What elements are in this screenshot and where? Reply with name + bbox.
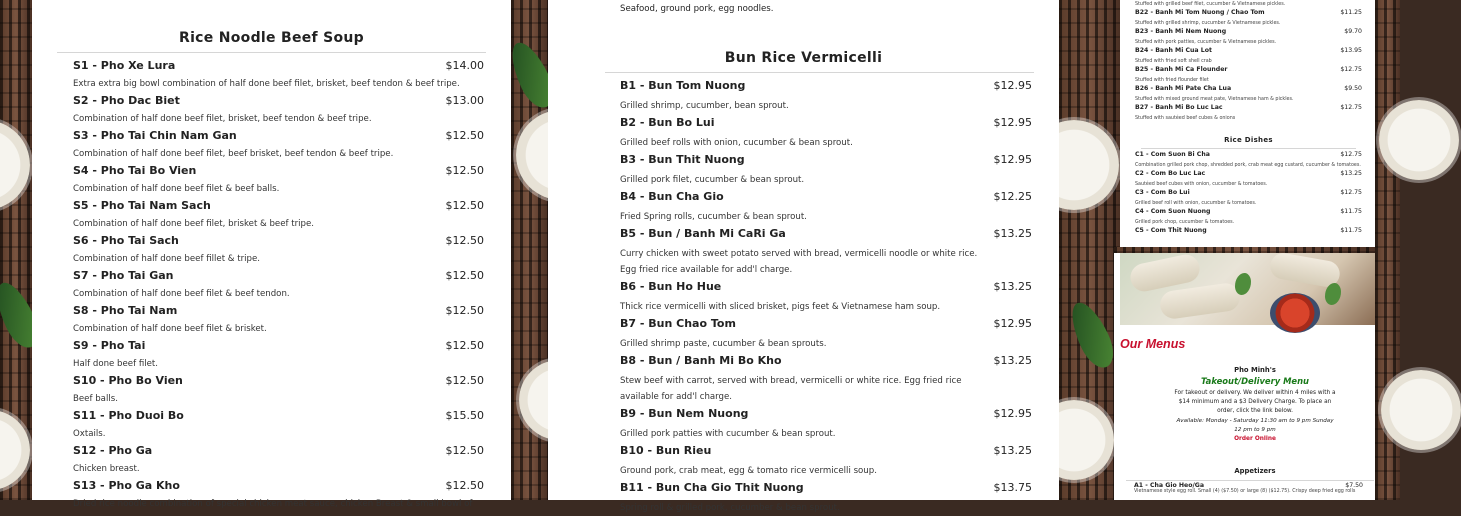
section-title: Bun Rice Vermicelli [724,50,883,66]
menu-item [1135,189,1362,208]
menu-panel-bun [548,0,1059,513]
plate-image [0,120,30,210]
item-price: $13.75 [993,481,1032,494]
menu-item [1135,170,1362,189]
menu-item [1135,227,1362,237]
item-price: $12.50 [445,164,484,177]
menu-list [1120,0,1375,237]
item-description: Combination of half done beef filet & brisket. [73,324,267,334]
item-price: $12.95 [993,79,1032,92]
item-price: $12.50 [445,374,484,387]
item-description: Combination of half done beef filet, brisket & beef tripe. [73,219,315,229]
leaf-image [1064,297,1121,373]
item-price: $12.50 [445,444,484,457]
menu-item [1135,208,1362,227]
menu-item [620,442,1032,479]
item-name: C2 - Com Bo Luc Lac [1135,170,1206,177]
item-name: B5 - Bun / Banh Mi CaRi Ga [620,227,786,240]
item-price: $13.25 [1340,170,1362,177]
item-price: $13.00 [445,94,484,107]
menu-item [73,162,484,197]
item-description: Combination of half done beef filet & beef tendon. [73,289,290,299]
item-description: Combination of half done beef filet & beef balls. [73,184,280,194]
menu-item [620,315,1032,352]
item-description: Grilled pork patties with cucumber & bean sprout. [620,429,836,439]
item-description: Stuffed with pork patties, cucumber & Vietnamese pickles. [1135,40,1277,45]
takeout-menu-title[interactable]: Takeout/Delivery Menu [1200,376,1310,386]
item-name: S12 - Pho Ga [73,444,153,457]
item-price: $11.75 [1340,208,1362,215]
item-price: $12.95 [993,317,1032,330]
item-description: Oxtails. [73,429,106,439]
item-name: B8 - Bun / Banh Mi Bo Kho [620,354,782,367]
menu-item [620,225,1032,278]
item-description: Ground pork, crab meat, egg & tomato rice vermicelli soup. [620,466,877,476]
item-description: Stuffed with grilled shrimp, cucumber & Vietnamese pickles. [1135,21,1281,26]
item-name: B27 - Banh Mi Bo Luc Lac [1135,104,1223,111]
item-name: B10 - Bun Rieu [620,444,712,457]
menu-item [73,92,484,127]
item-description: Grilled shrimp, cucumber, bean sprout. [620,101,789,111]
item-price: $12.50 [445,479,484,492]
item-description: Half done beef filet. [73,359,159,369]
item-price: $9.70 [1344,28,1362,35]
menu-item [1135,9,1362,28]
menu-item [73,267,484,302]
item-name: S1 - Pho Xe Lura [73,59,176,72]
availability-line: Available: Monday - Saturday 11:30 am to 9 pm Sunday [1176,418,1334,424]
item-price: $12.50 [445,269,484,282]
item-description: Stuffed with fried soft shell crab [1135,59,1212,64]
section-title: Rice Noodle Beef Soup [178,30,364,46]
item-price: $12.95 [993,116,1032,129]
item-price: $12.50 [445,234,484,247]
divider [1141,148,1356,149]
item-description: Stew beef with carrot, served with bread, vermicelli or white rice. Egg fried rice available for add'l charge. [620,376,962,402]
item-description: Curry chicken with sweet potato served with bread, vermicelli noodle or white rice. Egg fried rice available for add'l charge. [620,249,978,275]
menu-list [548,73,1059,516]
item-price: $15.50 [445,409,484,422]
item-description: Beef balls. [73,394,118,404]
item-name: B23 - Banh Mi Nem Nuong [1135,28,1227,35]
menu-item [73,442,484,477]
item-name: S11 - Pho Duoi Bo [73,409,184,422]
background-right [1375,0,1400,500]
item-price: $12.95 [993,153,1032,166]
background-middle-2 [1059,0,1120,500]
plate-image [0,410,30,490]
menu-panel-banh-mi [1120,0,1375,247]
menu-item [620,278,1032,315]
item-price: $13.25 [993,354,1032,367]
item-price: $11.25 [1340,9,1362,16]
item-price: $12.50 [445,339,484,352]
spring-roll-image [1158,282,1241,321]
menu-item [620,405,1032,442]
item-description: Grilled pork filet, cucumber & bean sprout. [620,175,805,185]
item-description: Combination of half done beef filet, brisket, beef tendon & beef tripe. [73,114,372,124]
item-name: B25 - Banh Mi Ca Flounder [1135,66,1228,73]
menu-item [620,114,1032,151]
section-title: Rice Dishes [1224,136,1273,144]
menu-item [73,372,484,407]
item-description: Dried rice noodle combination of special chicken meat sauce, chicken Breast & small bowl of [73,499,473,509]
menu-item [73,407,484,442]
item-description: Grilled pork chop, cucumber & tomatoes. [1135,220,1235,225]
menu-item [620,188,1032,225]
item-price: $12.50 [445,304,484,317]
item-price: $12.75 [1340,151,1362,158]
item-price: $13.25 [993,227,1032,240]
menu-item [1135,104,1362,123]
order-online-link[interactable]: Order Online [1234,436,1276,442]
item-name: B26 - Banh Mi Pate Cha Lua [1135,85,1232,92]
menu-item [73,127,484,162]
item-description: Combination grilled pork chop, shredded pork, crab meat egg custard, cucumber & tomatoes. [1135,163,1361,168]
menu-item [73,477,484,512]
restaurant-name: Pho Minh's [1234,366,1276,374]
item-name: S7 - Pho Tai Gan [73,269,174,282]
item-price: $12.50 [445,129,484,142]
item-name: B22 - Banh Mi Tom Nuong / Chao Tom [1135,9,1265,16]
item-name: B9 - Bun Nem Nuong [620,407,749,420]
item-description: Grilled beef roll with onion, cucumber & tomatoes. [1135,201,1257,206]
menu-list [32,53,511,512]
menu-item [1135,151,1362,170]
section-title: Appetizers [1234,467,1276,475]
item-name: S5 - Pho Tai Nam Sach [73,199,211,212]
herb-image [1325,283,1341,305]
item-price: $13.95 [1340,47,1362,54]
item-description: Thick rice vermicelli with sliced brisket, pigs feet & Vietnamese ham soup. [620,302,941,312]
item-description: Spring roll & grilled pork, cucumber & bean sprout. [620,503,840,513]
menu-item [73,302,484,337]
item-price: $13.25 [993,444,1032,457]
menu-item [620,352,1032,405]
item-name: S2 - Pho Dac Biet [73,94,180,107]
menu-item [73,337,484,372]
item-description: Fried Spring rolls, cucumber & bean sprout. [620,212,807,222]
item-description: Combination of half done beef filet, beef brisket, beef tendon & beef tripe. [73,149,394,159]
item-name: S4 - Pho Tai Bo Vien [73,164,197,177]
menu-item [620,151,1032,188]
item-name: S9 - Pho Tai [73,339,146,352]
item-price: $12.75 [1340,66,1362,73]
item-name: C5 - Com Thit Nuong [1135,227,1207,234]
item-price: $9.50 [1344,85,1362,92]
plate-image [1381,370,1461,450]
item-description: Grilled shrimp paste, cucumber & bean sprouts. [620,339,827,349]
item-price: $13.25 [993,280,1032,293]
item-name: B11 - Bun Cha Gio Thit Nuong [620,481,804,494]
item-description: Grilled beef rolls with onion, cucumber & bean sprout. [620,138,853,148]
item-description: Stuffed with sautéed beef cubes & onions [1135,116,1236,121]
availability-hours [1170,417,1340,435]
item-description: Chicken breast. [73,464,140,474]
item-price: $11.75 [1340,227,1362,234]
item-description: Sautéed beef cubes with onion, cucumber & tomatoes. [1135,182,1268,187]
item-name: B7 - Bun Chao Tom [620,317,736,330]
menu-item [620,479,1032,516]
menu-item [1135,66,1362,85]
item-name: S8 - Pho Tai Nam [73,304,178,317]
item-name: S10 - Pho Bo Vien [73,374,183,387]
item-name: B3 - Bun Thit Nuong [620,153,745,166]
item-name: C1 - Com Suon Bi Cha [1135,151,1210,158]
background-left [0,0,32,500]
item-price: $7.50 [1345,482,1363,489]
menu-item [1135,47,1362,66]
item-price: $12.50 [445,199,484,212]
item-description: Vietnamese style egg roll. Small (4) ($7.50) or large (8) ($12.75). Crispy deep fried egg rolls [1134,489,1356,494]
item-description: Seafood, ground pork, egg noodles. [620,4,774,14]
item-name: B24 - Banh Mi Cua Lot [1135,47,1212,54]
menu-item [73,232,484,267]
menu-item [620,77,1032,114]
delivery-info: For takeout or delivery. We deliver within 4 miles with a $14 minimum and a $3 Delivery Charge. To place an order, click the link below. [1174,390,1336,414]
menu-item [1135,28,1362,47]
herb-image [1235,273,1251,295]
our-menus-heading: Our Menus [1120,337,1186,351]
item-name: B1 - Bun Tom Nuong [620,79,746,92]
background-middle-1 [511,0,548,500]
item-price: $12.25 [993,190,1032,203]
menu-panel-cover [1114,253,1375,500]
item-name: B6 - Bun Ho Hue [620,280,722,293]
item-price: $12.95 [993,407,1032,420]
menu-item [73,197,484,232]
item-price: $14.00 [445,59,484,72]
item-price: $12.75 [1340,189,1362,196]
item-name: S3 - Pho Tai Chin Nam Gan [73,129,237,142]
item-price: $12.75 [1340,104,1362,111]
item-description: Combination of half done beef fillet & tripe. [73,254,260,264]
divider [1126,480,1374,481]
item-name: S13 - Pho Ga Kho [73,479,180,492]
item-name: C4 - Com Suon Nuong [1135,208,1211,215]
menu-item [1134,482,1363,494]
item-name: B2 - Bun Bo Lui [620,116,715,129]
plate-image [1379,100,1459,180]
item-description: Extra extra big bowl combination of half done beef filet, brisket, beef tendon & beef tripe. [73,79,460,89]
dipping-sauce-image [1270,293,1320,333]
availability-line: 12 pm to 9 pm [1234,427,1276,433]
item-name: S6 - Pho Tai Sach [73,234,179,247]
item-name: A1 - Cha Gio Heo/Ga [1134,482,1204,489]
item-description: Stuffed with mixed ground meat pate, Vietnamese ham & pickles. [1135,97,1294,102]
menu-item [73,57,484,92]
item-description: Stuffed with grilled beef filet, cucumber & Vietnamese pickles. [1135,2,1286,7]
item-name: C3 - Com Bo Lui [1135,189,1190,196]
item-name: B4 - Bun Cha Gio [620,190,724,203]
menu-item [1135,85,1362,104]
food-photo [1120,253,1375,325]
menu-panel-pho [32,0,511,509]
item-description: Stuffed with fried flounder filet [1135,78,1209,83]
